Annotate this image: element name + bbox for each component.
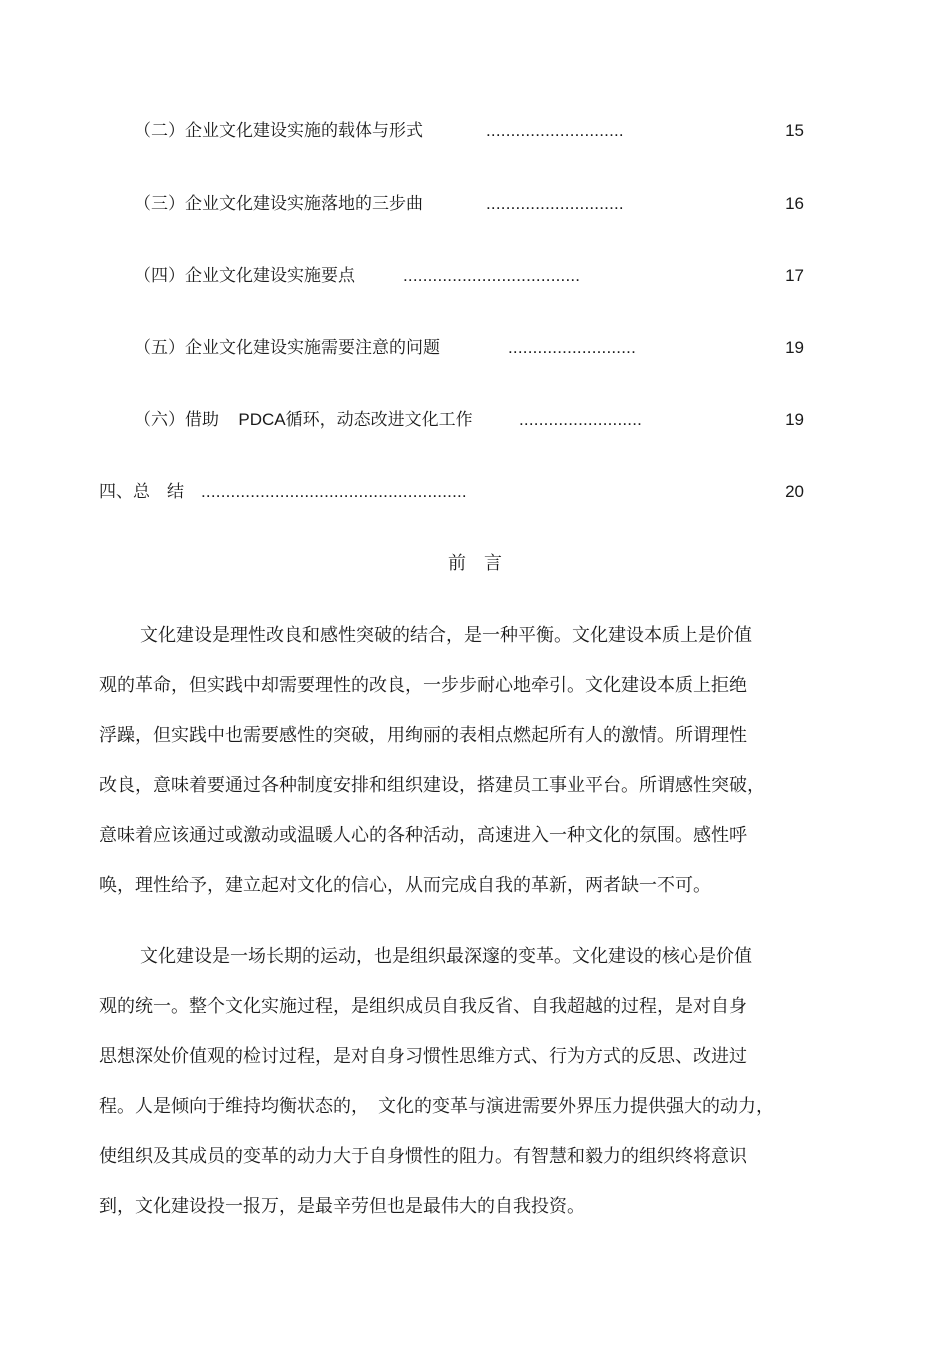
toc-entry-title: （二）企业文化建设实施的载体与形式 bbox=[134, 121, 423, 141]
toc-page-number: 20 bbox=[785, 482, 804, 501]
paragraph-line: 改良，意味着要通过各种制度安排和组织建设，搭建员工事业平台。所谓感性突破， bbox=[99, 775, 765, 796]
toc-entry-title: （三）企业文化建设实施落地的三步曲 bbox=[134, 194, 423, 214]
paragraph-line: 使组织及其成员的变革的动力大于自身惯性的阻力。有智慧和毅力的组织终将意识 bbox=[99, 1146, 747, 1167]
paragraph-line: 浮躁，但实践中也需要感性的突破，用绚丽的表相点燃起所有人的激情。所谓理性 bbox=[99, 725, 747, 746]
toc-entry[interactable] bbox=[0, 261, 950, 291]
toc-entry-title: （四）企业文化建设实施要点 bbox=[134, 266, 355, 286]
preface-heading: 前言 bbox=[448, 553, 520, 574]
paragraph-line: 文化建设是一场长期的运动，也是组织最深邃的变革。文化建设的核心是价值 bbox=[140, 946, 752, 967]
toc-entry-title: 四、总 结 bbox=[99, 482, 184, 502]
toc-page-number: 19 bbox=[785, 338, 804, 357]
paragraph-line: 唤，理性给予，建立起对文化的信心，从而完成自我的革新，两者缺一不可。 bbox=[99, 875, 711, 896]
toc-leader-dots: .......................... bbox=[508, 338, 637, 357]
toc-leader-dots: ......................... bbox=[519, 410, 643, 429]
toc-entry[interactable] bbox=[0, 333, 950, 363]
toc-entry-title bbox=[134, 405, 473, 435]
toc-title-latin: PDCA bbox=[238, 410, 286, 429]
toc-title-suffix: 循环，动态改进文化工作 bbox=[285, 410, 473, 430]
toc-page-number: 17 bbox=[785, 266, 804, 285]
toc-page-number: 15 bbox=[785, 121, 804, 140]
paragraph-line: 观的统一。整个文化实施过程，是组织成员自我反省、自我超越的过程，是对自身 bbox=[99, 996, 747, 1017]
toc-leader-dots: ............................ bbox=[486, 194, 624, 213]
toc-title-prefix: （六）借助 bbox=[134, 410, 219, 430]
toc-entry-title: （五）企业文化建设实施需要注意的问题 bbox=[134, 338, 440, 358]
toc-page-number: 16 bbox=[785, 194, 804, 213]
paragraph-line: 意味着应该通过或激动或温暖人心的各种活动，高速进入一种文化的氛围。感性呼 bbox=[99, 825, 747, 846]
toc-entry[interactable] bbox=[0, 477, 950, 507]
toc-entry[interactable] bbox=[0, 189, 950, 219]
toc-page-number: 19 bbox=[785, 410, 804, 429]
toc-leader-dots: ...................................................... bbox=[201, 482, 467, 501]
paragraph-line: 文化建设是理性改良和感性突破的结合，是一种平衡。文化建设本质上是价值 bbox=[140, 625, 752, 646]
paragraph-line: 到，文化建设投一报万，是最辛劳但也是最伟大的自我投资。 bbox=[99, 1196, 585, 1217]
toc-entry[interactable] bbox=[0, 116, 950, 146]
toc-entry[interactable] bbox=[0, 405, 950, 435]
paragraph-line: 程。人是倾向于维持均衡状态的， 文化的变革与演进需要外界压力提供强大的动力， bbox=[99, 1096, 774, 1117]
paragraph-line: 思想深处价值观的检讨过程，是对自身习惯性思维方式、行为方式的反思、改进过 bbox=[99, 1046, 747, 1067]
toc-leader-dots: .................................... bbox=[403, 266, 581, 285]
toc-leader-dots: ............................ bbox=[486, 121, 624, 140]
paragraph-line: 观的革命，但实践中却需要理性的改良，一步步耐心地牵引。文化建设本质上拒绝 bbox=[99, 675, 747, 696]
